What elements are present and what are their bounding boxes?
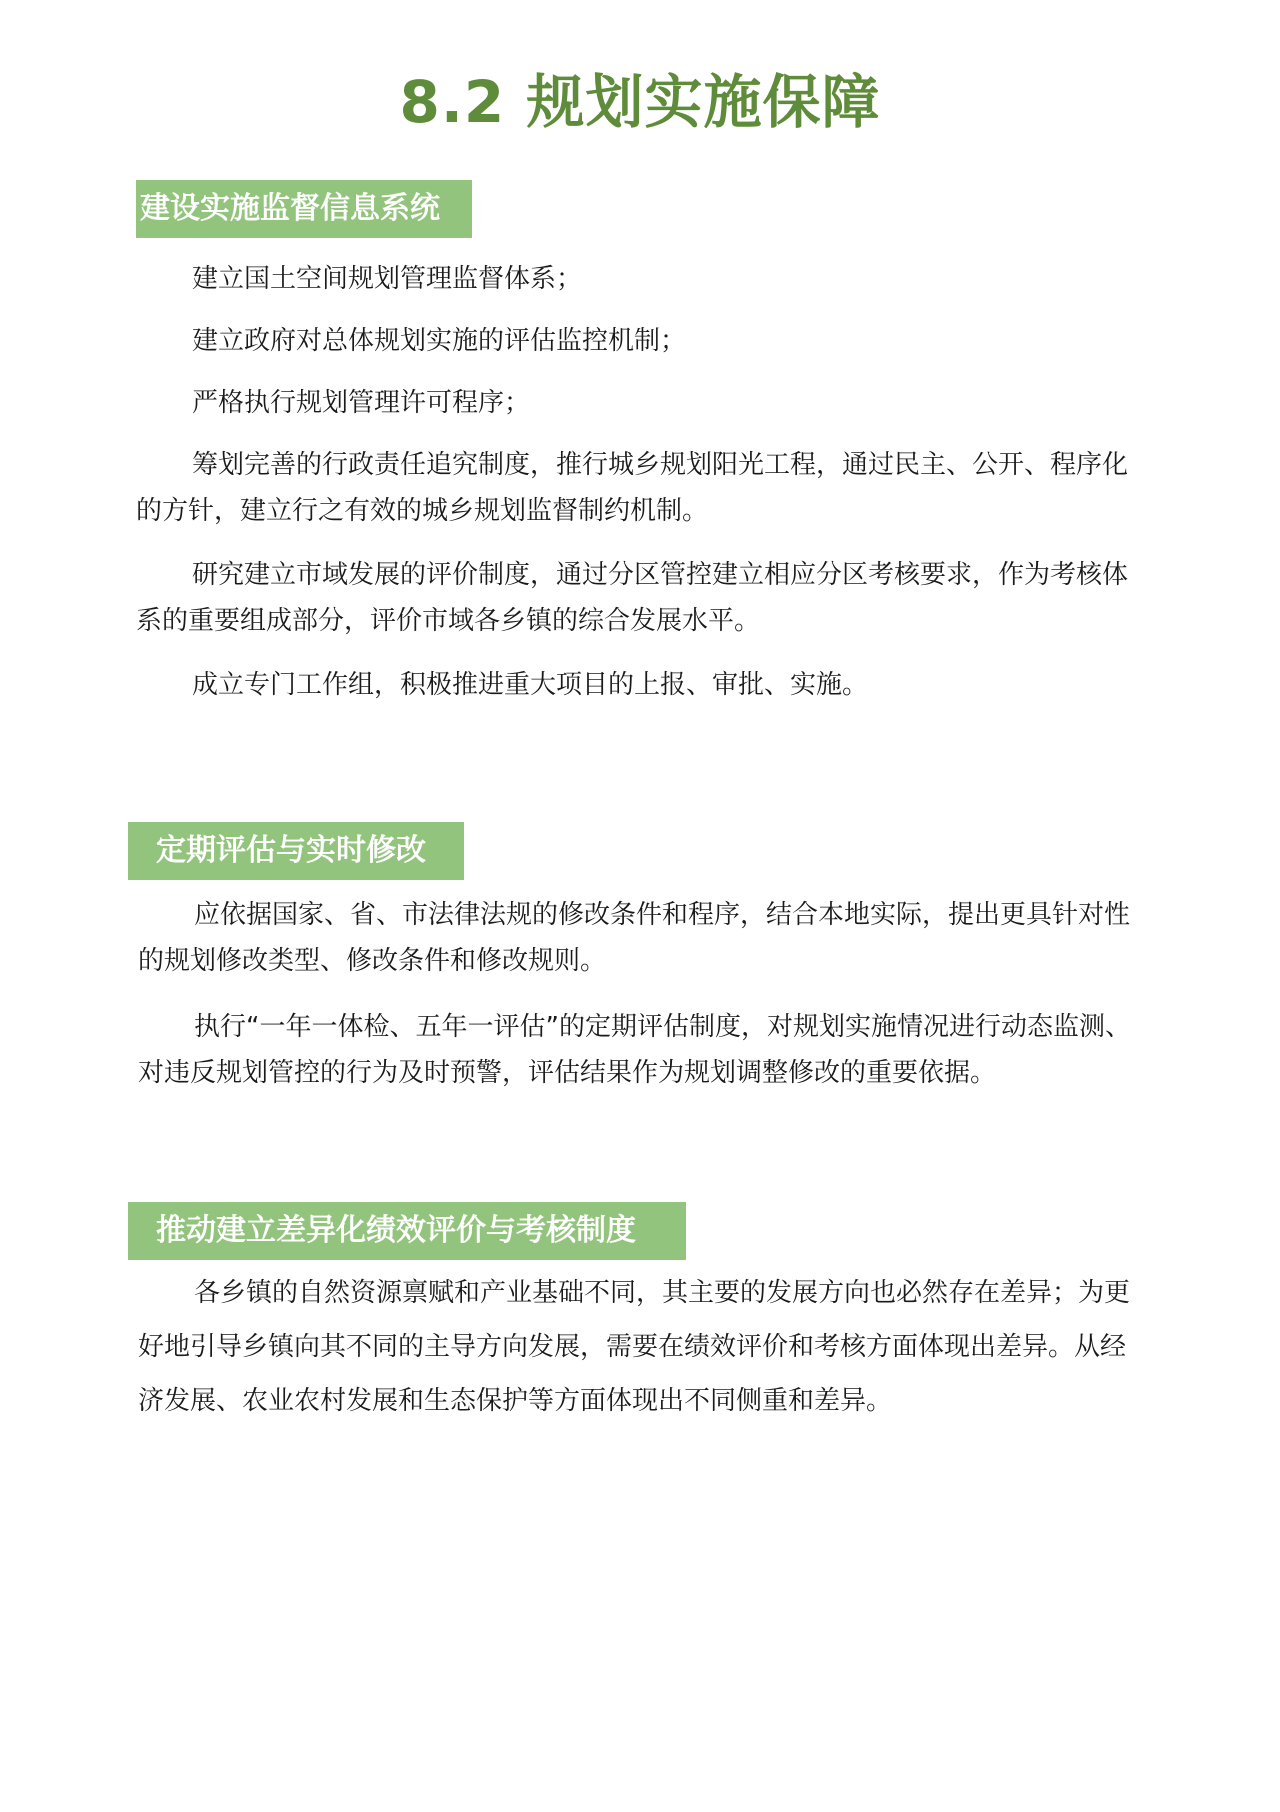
paragraph: 严格执行规划管理许可程序； (192, 388, 531, 418)
section-heading-monitoring-system: 建设实施监督信息系统 (136, 180, 472, 238)
paragraph: 研究建立市域发展的评价制度，通过分区管控建立相应分区考核要求，作为考核体系的重要组成部分，评价市域各乡镇的综合发展水平。 (136, 560, 1129, 636)
paragraph: 各乡镇的自然资源禀赋和产业基础不同，其主要的发展方向也必然存在差异；为更好地引导乡镇向其不同的主导方向发展，需要在绩效评价和考核方面体现出差异。从经济发展、农业农村发展和生态保护等方面体现出不同侧重和差异。 (138, 1278, 1131, 1416)
page-title: 8.2 规划实施保障 (399, 68, 881, 136)
paragraph: 执行“一年一体检、五年一评估”的定期评估制度，对规划实施情况进行动态监测、对违反规划管控的行为及时预警，评估结果作为规划调整修改的重要依据。 (138, 1012, 1131, 1088)
section-heading-performance-assessment: 推动建立差异化绩效评价与考核制度 (128, 1202, 686, 1260)
paragraph: 筹划完善的行政责任追究制度，推行城乡规划阳光工程，通过民主、公开、程序化的方针，建立行之有效的城乡规划监督制约机制。 (136, 450, 1129, 526)
paragraph: 成立专门工作组，积极推进重大项目的上报、审批、实施。 (192, 670, 869, 700)
paragraph: 建立国土空间规划管理监督体系； (192, 264, 583, 294)
paragraph: 应依据国家、省、市法律法规的修改条件和程序，结合本地实际，提出更具针对性的规划修改类型、修改条件和修改规则。 (138, 900, 1131, 976)
section-heading-periodic-evaluation: 定期评估与实时修改 (128, 822, 464, 880)
paragraph: 建立政府对总体规划实施的评估监控机制； (192, 326, 687, 356)
